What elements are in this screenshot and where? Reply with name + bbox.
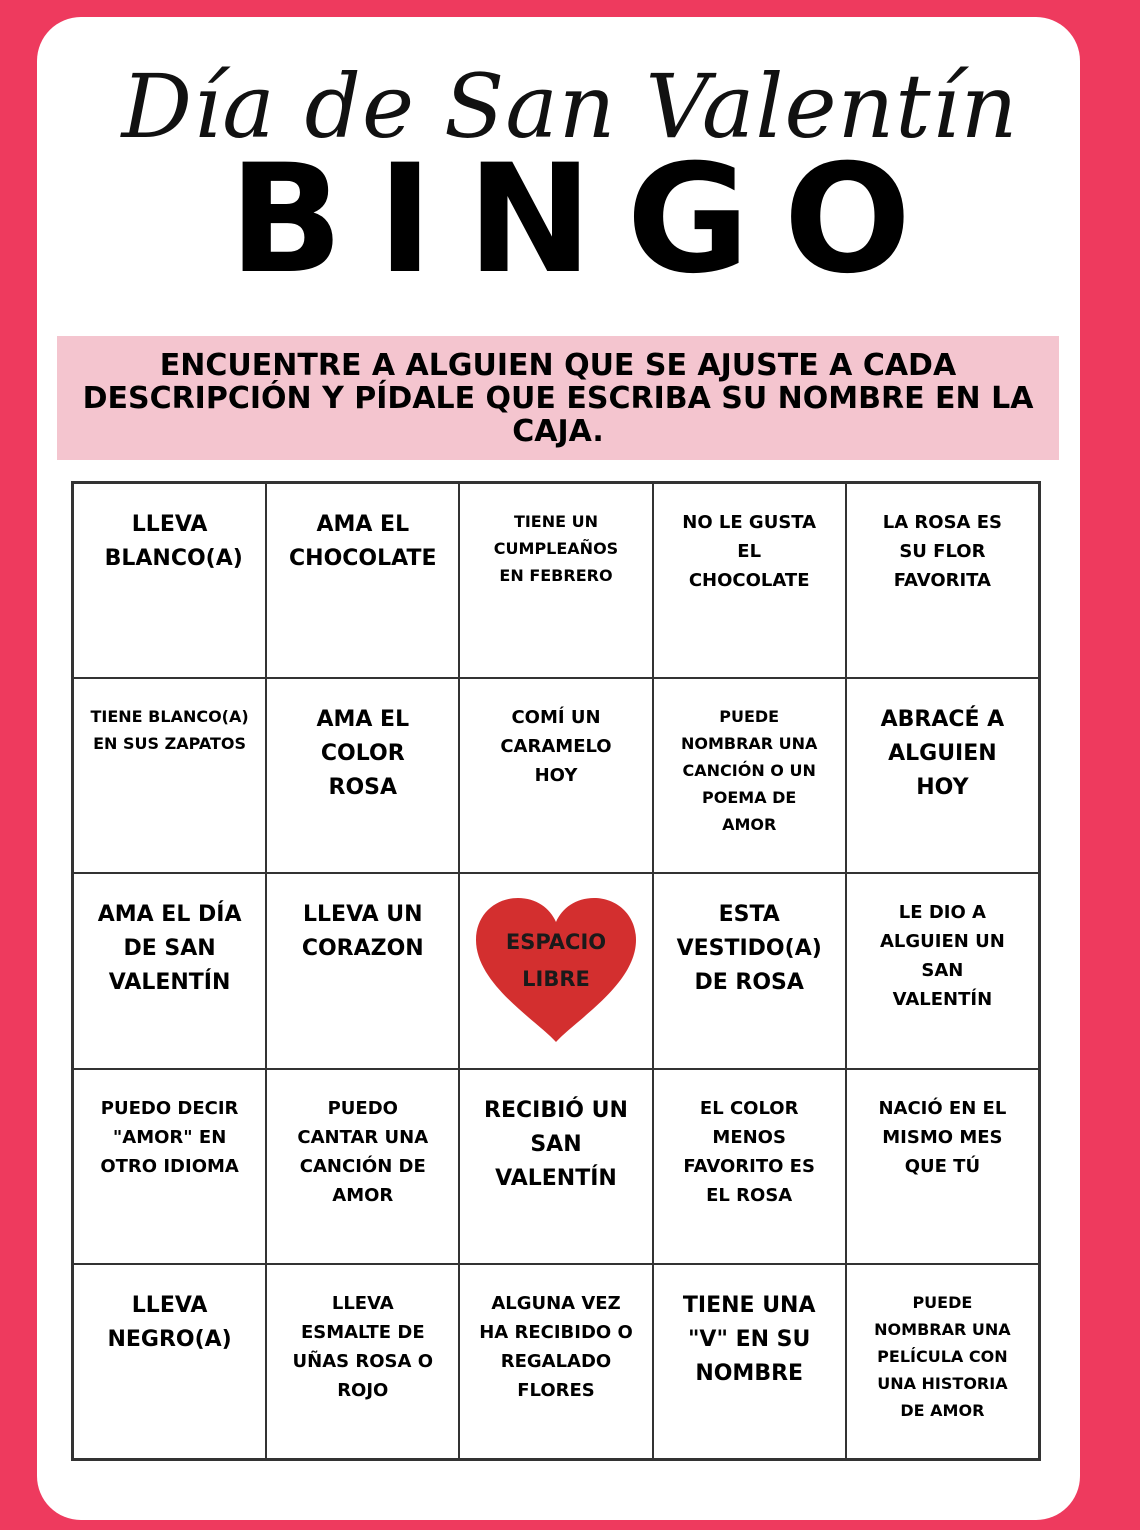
free-space-heart bbox=[476, 898, 636, 1044]
bingo-cell-11[interactable] bbox=[73, 873, 266, 1068]
bingo-cell-text: LE DIO A ALGUIEN UN SAN VALENTÍN bbox=[879, 902, 1005, 1011]
bingo-cell-10[interactable] bbox=[846, 678, 1039, 873]
bingo-cell-text: PUEDO CANTAR UNA CANCIÓN DE AMOR bbox=[297, 1097, 429, 1206]
free-space-cell[interactable] bbox=[459, 873, 652, 1068]
bingo-cell-1[interactable] bbox=[73, 483, 266, 678]
bingo-cell-4[interactable] bbox=[653, 483, 846, 678]
bingo-cell-15[interactable] bbox=[846, 873, 1039, 1068]
bingo-cell-text: LLEVA ESMALTE DE UÑAS ROSA O ROJO bbox=[292, 1292, 434, 1401]
bingo-cell-9[interactable] bbox=[653, 678, 846, 873]
bingo-cell-22[interactable] bbox=[266, 1264, 459, 1459]
bingo-cell-text: RECIBIÓ UN SAN VALENTÍN bbox=[484, 1097, 628, 1191]
bingo-cell-6[interactable] bbox=[73, 678, 266, 873]
bingo-cell-text: PUEDE NOMBRAR UNA CANCIÓN O UN POEMA DE AMOR bbox=[680, 707, 818, 835]
bingo-cell-19[interactable] bbox=[653, 1069, 846, 1264]
bingo-cell-12[interactable] bbox=[266, 873, 459, 1068]
bingo-cell-text: TIENE BLANCO(A) EN SUS ZAPATOS bbox=[90, 707, 249, 754]
bingo-cell-text: ABRACÉ A ALGUIEN HOY bbox=[880, 707, 1005, 801]
free-space-line-1: ESPACIO bbox=[505, 929, 607, 954]
bingo-cell-text: AMA EL DÍA DE SAN VALENTÍN bbox=[97, 902, 242, 996]
bingo-cell-16[interactable] bbox=[73, 1069, 266, 1264]
bingo-cell-text: LA ROSA ES SU FLOR FAVORITA bbox=[882, 512, 1003, 591]
bingo-cell-text: NO LE GUSTA EL CHOCOLATE bbox=[682, 512, 817, 591]
bingo-cell-14[interactable] bbox=[653, 873, 846, 1068]
bingo-cell-text: ALGUNA VEZ HA RECIBIDO O REGALADO FLORES bbox=[479, 1292, 633, 1401]
bingo-cell-text: COMÍ UN CARAMELO HOY bbox=[500, 707, 612, 787]
bingo-grid bbox=[71, 481, 1041, 1461]
bingo-cell-24[interactable] bbox=[653, 1264, 846, 1459]
bingo-cell-text: PUEDE NOMBRAR UNA PELÍCULA CON UNA HISTORIA DE AMOR bbox=[874, 1292, 1011, 1420]
bingo-cell-text: ESTA VESTIDO(A) DE ROSA bbox=[676, 902, 822, 996]
script-title: Día de San Valentín bbox=[121, 55, 1019, 158]
bingo-cell-25[interactable] bbox=[846, 1264, 1039, 1459]
bingo-cell-text: TIENE UN CUMPLEAÑOS EN FEBRERO bbox=[493, 512, 619, 585]
bingo-cell-text: NACIÓ EN EL MISMO MES QUE TÚ bbox=[878, 1097, 1007, 1177]
bingo-cell-20[interactable] bbox=[846, 1069, 1039, 1264]
instructions-band bbox=[57, 336, 1059, 460]
bingo-cell-2[interactable] bbox=[266, 483, 459, 678]
bingo-cell-17[interactable] bbox=[266, 1069, 459, 1264]
bingo-cell-text: AMA EL CHOCOLATE bbox=[289, 512, 437, 571]
bingo-cell-text: PUEDO DECIR "AMOR" EN OTRO IDIOMA bbox=[100, 1097, 239, 1177]
free-space-label bbox=[476, 924, 636, 998]
bingo-cell-text: AMA EL COLOR ROSA bbox=[316, 707, 410, 801]
bingo-cell-text: EL COLOR MENOS FAVORITO ES EL ROSA bbox=[683, 1097, 815, 1206]
bingo-cell-text: LLEVA BLANCO(A) bbox=[104, 512, 243, 571]
bingo-cell-7[interactable] bbox=[266, 678, 459, 873]
bingo-cell-text: LLEVA UN CORAZON bbox=[301, 902, 424, 962]
bingo-title: BINGO bbox=[228, 133, 946, 307]
bingo-cell-text: TIENE UNA "V" EN SU NOMBRE bbox=[682, 1292, 816, 1386]
bingo-cell-5[interactable] bbox=[846, 483, 1039, 678]
bingo-cell-text: LLEVA NEGRO(A) bbox=[107, 1292, 232, 1352]
free-space-line-2: LIBRE bbox=[522, 966, 590, 991]
bingo-cell-8[interactable] bbox=[459, 678, 652, 873]
instructions-text: ENCUENTRE A ALGUIEN QUE SE AJUSTE A CADA DESCRIPCIÓN Y PÍDALE QUE ESCRIBA SU NOMBRE EN LA CAJA. bbox=[82, 347, 1034, 449]
bingo-cell-3[interactable] bbox=[459, 483, 652, 678]
bingo-cell-21[interactable] bbox=[73, 1264, 266, 1459]
bingo-cell-18[interactable] bbox=[459, 1069, 652, 1264]
bingo-cell-23[interactable] bbox=[459, 1264, 652, 1459]
